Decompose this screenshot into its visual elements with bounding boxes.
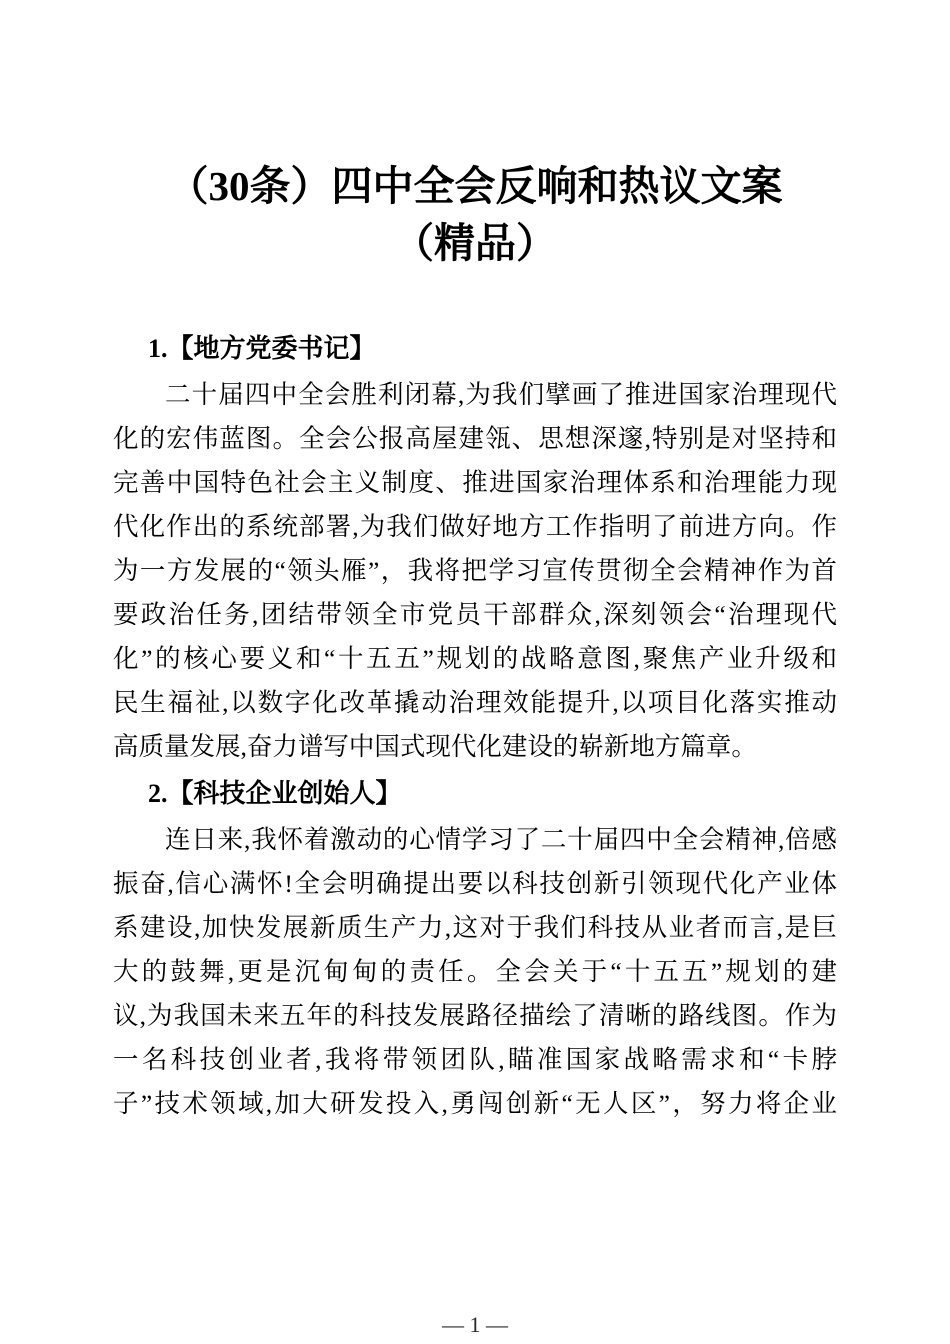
paragraph-line: 代化作出的系统部署,为我们做好地方工作指明了前进方向。作 xyxy=(113,512,837,541)
section-1 xyxy=(113,324,837,769)
paragraph-line: 系建设,加快发展新质生产力,这对于我们科技从业者而言,是巨 xyxy=(113,913,837,942)
document-body xyxy=(113,324,837,1126)
paragraph-line: 化”的核心要义和“十五五”规划的战略意图,聚焦产业升级和 xyxy=(113,644,837,673)
paragraph-line: 要政治任务,团结带领全市党员干部群众,深刻领会“治理现代 xyxy=(113,600,837,629)
page-footer xyxy=(0,1312,950,1338)
title-line-2: （精品） xyxy=(393,220,557,266)
section-heading: 1.【地方党委书记】 xyxy=(148,334,376,363)
paragraph-line: 振奋,信心满怀!全会明确提出要以科技创新引领现代化产业体 xyxy=(113,869,837,898)
paragraph-line: 一名科技创业者,我将带领团队,瞄准国家战略需求和“卡脖 xyxy=(113,1045,837,1074)
title-line-1: （30条）四中全会反响和热议文案 xyxy=(167,163,783,209)
paragraph-line: 高质量发展,奋力谱写中国式现代化建设的崭新地方篇章。 xyxy=(113,732,757,761)
paragraph-line: 大的鼓舞,更是沉甸甸的责任。全会关于“十五五”规划的建 xyxy=(113,957,837,986)
section-heading: 2.【科技企业创始人】 xyxy=(148,779,402,808)
paragraph-line: 化的宏伟蓝图。全会公报高屋建瓴、思想深邃,特别是对坚持和 xyxy=(113,424,837,453)
section-2 xyxy=(113,769,837,1126)
paragraph-line: 子”技术领域,加大研发投入,勇闯创新“无人区”，努力将企业 xyxy=(113,1089,837,1118)
paragraph-line: 议,为我国未来五年的科技发展路径描绘了清晰的路线图。作为 xyxy=(113,1001,837,1030)
paragraph-line: 民生福祉,以数字化改革撬动治理效能提升,以项目化落实推动 xyxy=(113,688,837,717)
paragraph-line: 二十届四中全会胜利闭幕,为我们擘画了推进国家治理现代 xyxy=(165,380,837,409)
paragraph-line: 连日来,我怀着激动的心情学习了二十届四中全会精神,倍感 xyxy=(165,825,837,854)
paragraph-line: 为一方发展的“领头雁”，我将把学习宣传贯彻全会精神作为首 xyxy=(113,556,837,585)
page-number: — 1 — xyxy=(442,1312,508,1337)
document-title xyxy=(0,0,950,272)
paragraph-line: 完善中国特色社会主义制度、推进国家治理体系和治理能力现 xyxy=(113,468,837,497)
